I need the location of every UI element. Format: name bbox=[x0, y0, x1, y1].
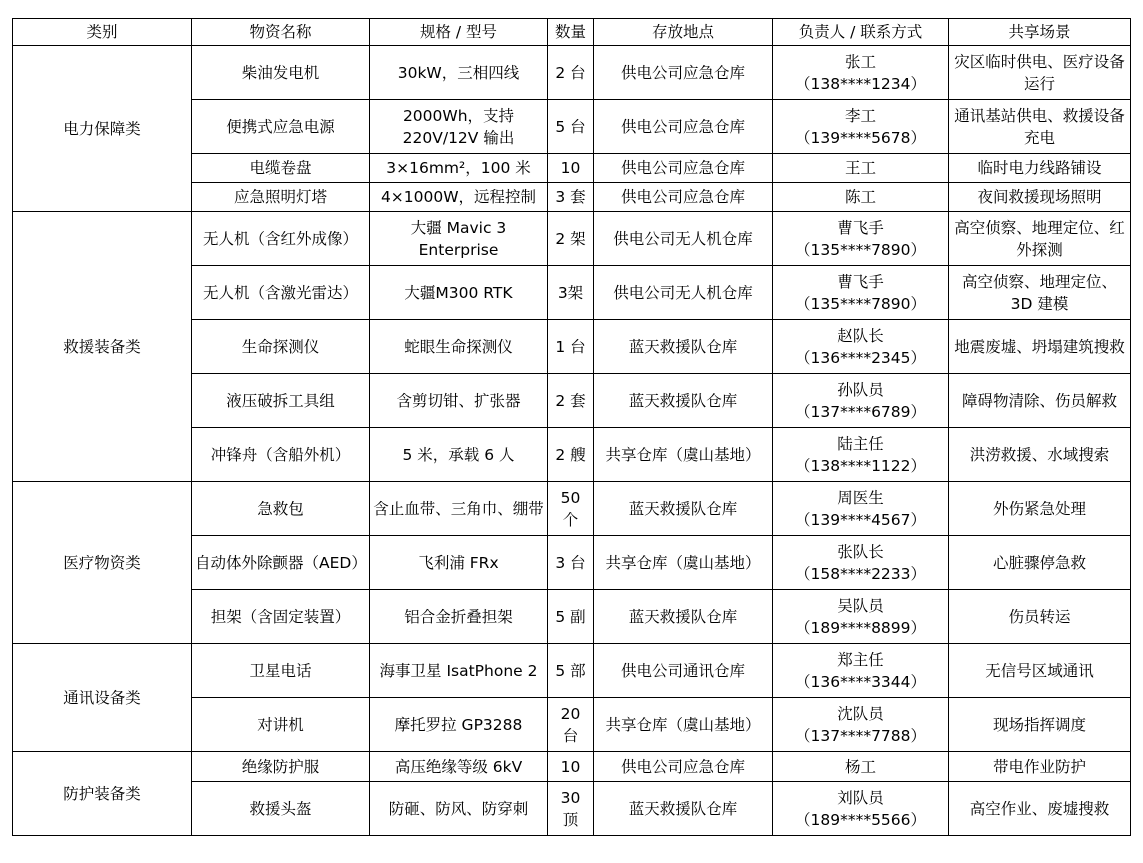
item-spec: 铝合金折叠担架 bbox=[370, 590, 548, 644]
item-scene: 夜间救援现场照明 bbox=[949, 183, 1131, 212]
contact-phone: （138****1234） bbox=[794, 74, 927, 93]
item-qty: 3架 bbox=[548, 266, 594, 320]
table-row bbox=[13, 212, 1131, 266]
item-scene: 心脏骤停急救 bbox=[949, 536, 1131, 590]
item-location: 蓝天救援队仓库 bbox=[594, 782, 773, 836]
item-spec: 大疆 Mavic 3 Enterprise bbox=[370, 212, 548, 266]
item-qty: 1 台 bbox=[548, 320, 594, 374]
contact-person: 陈工 bbox=[844, 188, 876, 206]
contact-phone: （137****7788） bbox=[794, 726, 927, 745]
item-location: 供电公司应急仓库 bbox=[594, 183, 773, 212]
item-spec: 2000Wh，支持 220V/12V 输出 bbox=[370, 100, 548, 154]
item-qty: 10 bbox=[548, 752, 594, 782]
item-spec: 5 米，承载 6 人 bbox=[370, 428, 548, 482]
contact-person: 周医生 bbox=[837, 488, 884, 507]
contact-person: 沈队员 bbox=[837, 704, 884, 723]
item-location: 供电公司通讯仓库 bbox=[594, 644, 773, 698]
contact-person: 王工 bbox=[844, 159, 876, 177]
item-location: 蓝天救援队仓库 bbox=[594, 482, 773, 536]
item-spec: 蛇眼生命探测仪 bbox=[370, 320, 548, 374]
item-location: 共享仓库（虞山基地） bbox=[594, 698, 773, 752]
item-scene: 高空作业、废墟搜救 bbox=[949, 782, 1131, 836]
item-qty: 2 架 bbox=[548, 212, 594, 266]
item-scene: 伤员转运 bbox=[949, 590, 1131, 644]
item-name: 卫星电话 bbox=[192, 644, 370, 698]
contact-person: 陆主任 bbox=[837, 434, 884, 453]
item-name: 绝缘防护服 bbox=[192, 752, 370, 782]
item-name: 救援头盔 bbox=[192, 782, 370, 836]
contact-phone: （137****6789） bbox=[794, 402, 927, 421]
item-scene: 洪涝救援、水域搜索 bbox=[949, 428, 1131, 482]
item-name: 便携式应急电源 bbox=[192, 100, 370, 154]
item-spec: 海事卫星 IsatPhone 2 bbox=[370, 644, 548, 698]
item-qty: 50 个 bbox=[548, 482, 594, 536]
item-qty: 5 副 bbox=[548, 590, 594, 644]
item-contact bbox=[773, 320, 949, 374]
item-contact bbox=[773, 782, 949, 836]
contact-person: 刘队员 bbox=[837, 788, 884, 807]
item-scene: 障碍物清除、伤员解救 bbox=[949, 374, 1131, 428]
contact-phone: （135****7890） bbox=[794, 294, 927, 313]
item-spec: 摩托罗拉 GP3288 bbox=[370, 698, 548, 752]
item-contact bbox=[773, 183, 949, 212]
contact-phone: （139****5678） bbox=[794, 128, 927, 147]
item-scene: 外伤紧急处理 bbox=[949, 482, 1131, 536]
item-location: 供电公司应急仓库 bbox=[594, 100, 773, 154]
item-contact bbox=[773, 536, 949, 590]
table-row bbox=[13, 482, 1131, 536]
contact-person: 杨工 bbox=[844, 757, 876, 776]
item-contact bbox=[773, 100, 949, 154]
item-scene: 灾区临时供电、医疗设备运行 bbox=[949, 46, 1131, 100]
item-name: 担架（含固定装置） bbox=[192, 590, 370, 644]
item-contact bbox=[773, 590, 949, 644]
item-scene: 带电作业防护 bbox=[949, 752, 1131, 782]
item-spec: 30kW，三相四线 bbox=[370, 46, 548, 100]
item-qty: 2 艘 bbox=[548, 428, 594, 482]
item-contact bbox=[773, 374, 949, 428]
item-location: 蓝天救援队仓库 bbox=[594, 320, 773, 374]
header-name: 物资名称 bbox=[192, 19, 370, 46]
item-name: 生命探测仪 bbox=[192, 320, 370, 374]
item-location: 供电公司应急仓库 bbox=[594, 154, 773, 183]
contact-person: 孙队员 bbox=[837, 380, 884, 399]
header-category: 类别 bbox=[13, 19, 192, 46]
item-qty: 5 部 bbox=[548, 644, 594, 698]
category-cell: 医疗物资类 bbox=[13, 482, 192, 644]
header-scene: 共享场景 bbox=[949, 19, 1131, 46]
materials-table bbox=[12, 18, 1131, 836]
contact-phone: （138****1122） bbox=[794, 456, 927, 475]
item-location: 供电公司无人机仓库 bbox=[594, 266, 773, 320]
item-location: 蓝天救援队仓库 bbox=[594, 590, 773, 644]
item-qty: 10 bbox=[548, 154, 594, 183]
table-row bbox=[13, 644, 1131, 698]
item-qty: 30 顶 bbox=[548, 782, 594, 836]
category-cell: 救援装备类 bbox=[13, 212, 192, 482]
item-contact bbox=[773, 46, 949, 100]
header-row bbox=[13, 19, 1131, 46]
item-location: 共享仓库（虞山基地） bbox=[594, 536, 773, 590]
table-row bbox=[13, 46, 1131, 100]
item-qty: 5 台 bbox=[548, 100, 594, 154]
item-name: 对讲机 bbox=[192, 698, 370, 752]
item-name: 电缆卷盘 bbox=[192, 154, 370, 183]
item-contact bbox=[773, 428, 949, 482]
category-cell: 电力保障类 bbox=[13, 46, 192, 212]
item-qty: 3 套 bbox=[548, 183, 594, 212]
item-scene: 通讯基站供电、救援设备充电 bbox=[949, 100, 1131, 154]
item-scene: 临时电力线路铺设 bbox=[949, 154, 1131, 183]
item-qty: 2 台 bbox=[548, 46, 594, 100]
item-qty: 3 台 bbox=[548, 536, 594, 590]
contact-phone: （139****4567） bbox=[794, 510, 927, 529]
item-contact bbox=[773, 698, 949, 752]
item-scene: 高空侦察、地理定位、红外探测 bbox=[949, 212, 1131, 266]
header-location: 存放地点 bbox=[594, 19, 773, 46]
item-qty: 20 台 bbox=[548, 698, 594, 752]
item-contact bbox=[773, 212, 949, 266]
header-spec: 规格 / 型号 bbox=[370, 19, 548, 46]
header-qty: 数量 bbox=[548, 19, 594, 46]
category-cell: 防护装备类 bbox=[13, 752, 192, 836]
table-row bbox=[13, 752, 1131, 782]
item-scene: 高空侦察、地理定位、3D 建模 bbox=[949, 266, 1131, 320]
item-name: 冲锋舟（含船外机） bbox=[192, 428, 370, 482]
item-spec: 含剪切钳、扩张器 bbox=[370, 374, 548, 428]
item-qty: 2 套 bbox=[548, 374, 594, 428]
item-name: 液压破拆工具组 bbox=[192, 374, 370, 428]
item-location: 蓝天救援队仓库 bbox=[594, 374, 773, 428]
item-name: 无人机（含红外成像） bbox=[192, 212, 370, 266]
item-contact bbox=[773, 752, 949, 782]
item-spec: 含止血带、三角巾、绷带 bbox=[370, 482, 548, 536]
item-name: 柴油发电机 bbox=[192, 46, 370, 100]
contact-phone: （136****3344） bbox=[794, 672, 927, 691]
contact-phone: （136****2345） bbox=[794, 348, 927, 367]
item-spec: 防砸、防风、防穿刺 bbox=[370, 782, 548, 836]
item-location: 供电公司应急仓库 bbox=[594, 752, 773, 782]
item-spec: 飞利浦 FRx bbox=[370, 536, 548, 590]
category-cell: 通讯设备类 bbox=[13, 644, 192, 752]
contact-phone: （158****2233） bbox=[794, 564, 927, 583]
item-name: 急救包 bbox=[192, 482, 370, 536]
header-contact: 负责人 / 联系方式 bbox=[773, 19, 949, 46]
contact-person: 郑主任 bbox=[837, 650, 884, 669]
item-contact bbox=[773, 482, 949, 536]
contact-phone: （189****8899） bbox=[794, 618, 927, 637]
item-scene: 无信号区域通讯 bbox=[949, 644, 1131, 698]
contact-phone: （135****7890） bbox=[794, 240, 927, 259]
item-location: 供电公司无人机仓库 bbox=[594, 212, 773, 266]
contact-phone: （189****5566） bbox=[794, 810, 927, 829]
item-scene: 地震废墟、坍塌建筑搜救 bbox=[949, 320, 1131, 374]
item-name: 应急照明灯塔 bbox=[192, 183, 370, 212]
item-scene: 现场指挥调度 bbox=[949, 698, 1131, 752]
item-name: 自动体外除颤器（AED） bbox=[192, 536, 370, 590]
item-contact bbox=[773, 154, 949, 183]
item-spec: 3×16mm²，100 米 bbox=[370, 154, 548, 183]
item-spec: 4×1000W，远程控制 bbox=[370, 183, 548, 212]
contact-person: 曹飞手 bbox=[837, 218, 884, 237]
item-spec: 高压绝缘等级 6kV bbox=[370, 752, 548, 782]
item-contact bbox=[773, 266, 949, 320]
contact-person: 张队长 bbox=[837, 542, 884, 561]
contact-person: 赵队长 bbox=[837, 326, 884, 345]
item-contact bbox=[773, 644, 949, 698]
contact-person: 曹飞手 bbox=[837, 272, 884, 291]
item-name: 无人机（含激光雷达） bbox=[192, 266, 370, 320]
contact-person: 吴队员 bbox=[837, 596, 884, 615]
item-location: 共享仓库（虞山基地） bbox=[594, 428, 773, 482]
contact-person: 张工 bbox=[844, 52, 876, 71]
contact-person: 李工 bbox=[844, 106, 876, 125]
item-spec: 大疆M300 RTK bbox=[370, 266, 548, 320]
item-location: 供电公司应急仓库 bbox=[594, 46, 773, 100]
